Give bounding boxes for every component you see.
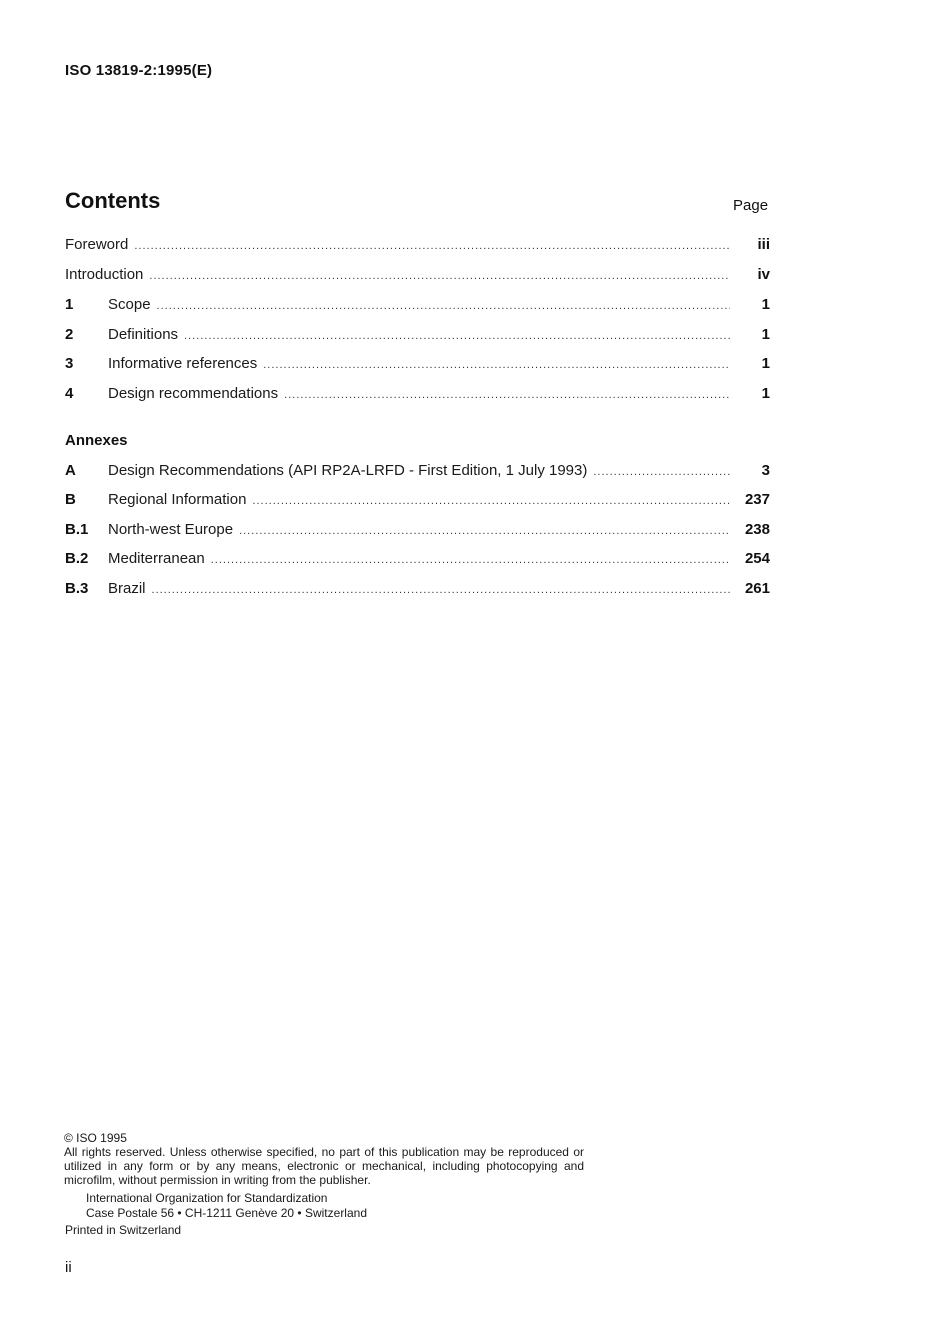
copyright-line: © ISO 1995 <box>64 1131 127 1145</box>
publisher-address <box>86 1191 367 1221</box>
toc-entry-number: B.3 <box>65 580 89 597</box>
toc-entry-title: Regional Information <box>108 491 247 508</box>
toc-entry-number: B.1 <box>65 521 89 538</box>
publisher-postal-address: Case Postale 56 • CH-1211 Genève 20 • Switzerland <box>86 1206 367 1220</box>
annexes-heading: Annexes <box>65 432 128 449</box>
toc-entry-number: 3 <box>65 355 74 372</box>
toc-entry-page: iv <box>757 266 770 283</box>
toc-entry-number: A <box>65 462 76 479</box>
toc-leader-dots <box>157 300 730 312</box>
toc-entry-title: Introduction <box>65 266 144 283</box>
toc-entry-number: 4 <box>65 385 74 402</box>
toc-entry-page: 1 <box>761 326 770 343</box>
toc-leader-dots <box>593 466 730 478</box>
page-number: ii <box>65 1259 72 1276</box>
toc-entry-page: 1 <box>761 355 770 372</box>
toc-entry-title: Informative references <box>108 355 258 372</box>
page-column-label: Page <box>733 197 769 214</box>
toc-entry-title: Mediterranean <box>108 550 205 567</box>
document-identifier: ISO 13819-2:1995(E) <box>65 62 213 79</box>
toc-entry-scope[interactable] <box>65 296 770 318</box>
toc-entry-title: Brazil <box>108 580 146 597</box>
toc-entry-title: Design Recommendations (API RP2A-LRFD - First Edition, 1 July 1993) <box>108 462 588 479</box>
toc-entry-page: 254 <box>744 550 770 567</box>
toc-entry-number: 2 <box>65 326 74 343</box>
toc-annex-b3[interactable] <box>65 580 770 602</box>
toc-entry-title: Foreword <box>65 236 129 253</box>
toc-entry-number: B <box>65 491 76 508</box>
toc-entry-page: 1 <box>761 296 770 313</box>
toc-annex-b[interactable] <box>65 491 770 513</box>
toc-entry-title: Definitions <box>108 326 179 343</box>
toc-entry-page: 237 <box>744 491 770 508</box>
toc-entry-title: North-west Europe <box>108 521 234 538</box>
toc-entry-number: 1 <box>65 296 74 313</box>
toc-entry-page: iii <box>757 236 770 253</box>
rights-statement: All rights reserved. Unless otherwise specified, no part of this publication may be reproduced or utilized in any form or by any means, electronic or mechanical, including photocopying and microfilm, without permission in writing from the publisher. <box>64 1145 584 1187</box>
toc-annex-a[interactable] <box>65 462 770 484</box>
toc-leader-dots <box>211 554 730 566</box>
toc-leader-dots <box>184 330 730 342</box>
toc-entry-introduction[interactable] <box>65 266 770 288</box>
toc-annex-b1[interactable] <box>65 521 770 543</box>
copyright-notice <box>64 1131 584 1187</box>
toc-entry-informative-references[interactable] <box>65 355 770 377</box>
toc-leader-dots <box>284 389 730 401</box>
toc-leader-dots <box>152 584 730 596</box>
toc-entry-page: 238 <box>744 521 770 538</box>
toc-entry-page: 261 <box>744 580 770 597</box>
toc-leader-dots <box>252 495 730 507</box>
toc-annex-b2[interactable] <box>65 550 770 572</box>
toc-entry-definitions[interactable] <box>65 326 770 348</box>
toc-entry-page: 1 <box>761 385 770 402</box>
toc-entry-foreword[interactable] <box>65 236 770 258</box>
publisher-name: International Organization for Standardization <box>86 1191 328 1205</box>
page-title: Contents <box>65 188 161 213</box>
toc-entry-design-recommendations[interactable] <box>65 385 770 407</box>
toc-entry-title: Design recommendations <box>108 385 279 402</box>
toc-leader-dots <box>149 270 730 282</box>
toc-entry-page: 3 <box>761 462 770 479</box>
printed-in: Printed in Switzerland <box>65 1223 182 1237</box>
toc-entry-title: Scope <box>108 296 151 313</box>
toc-entry-number: B.2 <box>65 550 89 567</box>
toc-leader-dots <box>239 525 730 537</box>
toc-leader-dots <box>134 240 730 252</box>
toc-leader-dots <box>263 359 730 371</box>
